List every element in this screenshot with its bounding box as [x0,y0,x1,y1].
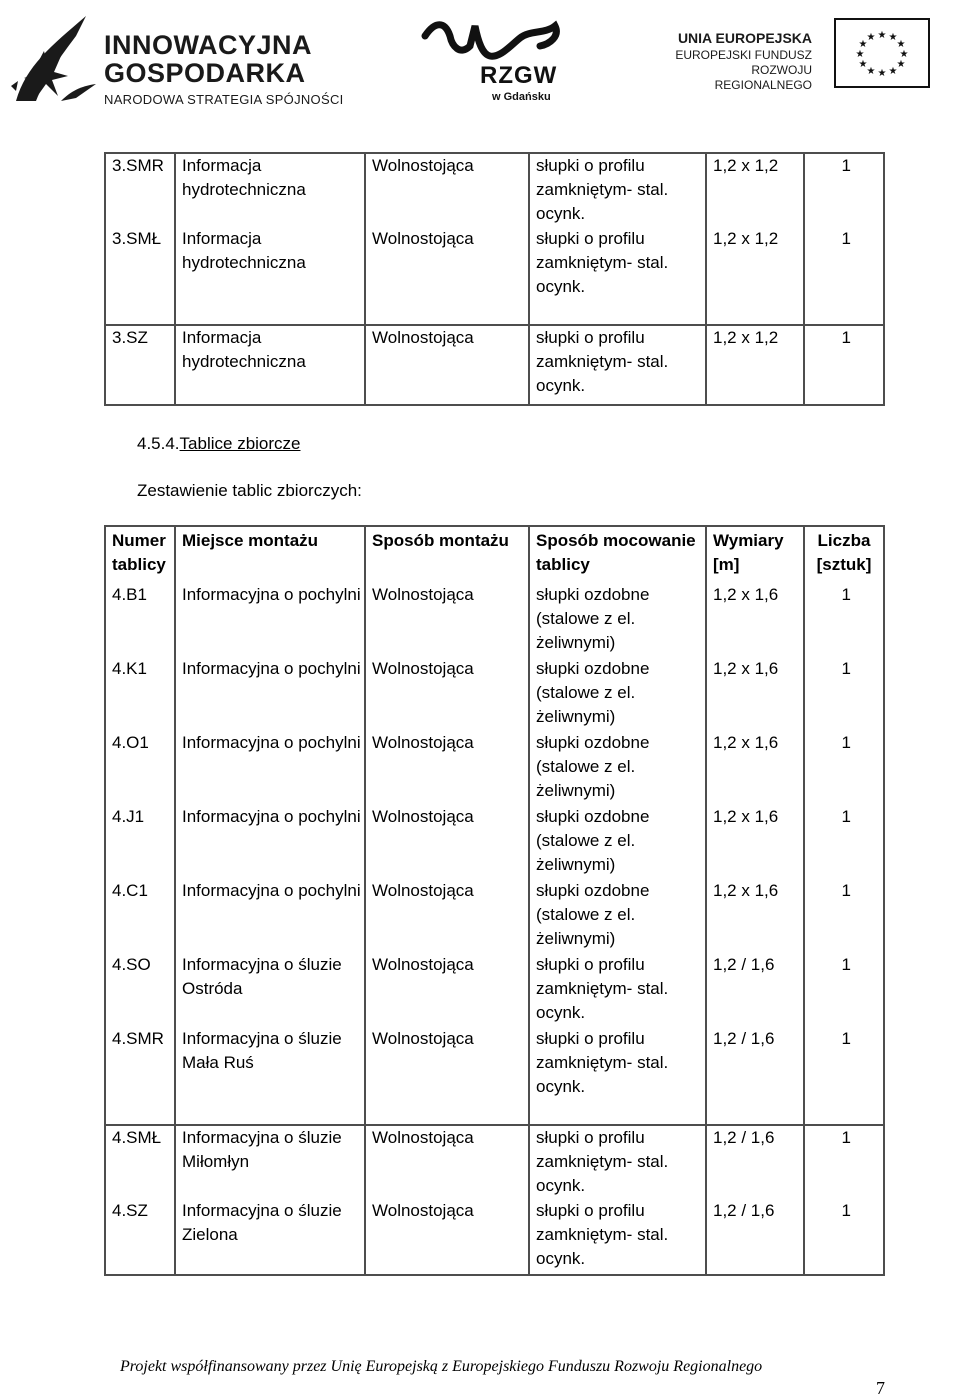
cell-sposob: Wolnostojąca [365,879,529,953]
cell-liczba: 1 [804,731,884,805]
cell-sposob: Wolnostojąca [365,805,529,879]
table-row [105,879,884,953]
cell-mocowanie: słupki ozdobne (stalowe z el. żeliwnymi) [529,731,706,805]
header-mocowanie: Sposób mocowanie tablicy [529,526,706,583]
cell-wymiary: 1,2 x 1,6 [706,731,804,805]
cell-mocowanie: słupki ozdobne (stalowe z el. żeliwnymi) [529,583,706,657]
cell-numer: 4.SMR [112,1029,164,1048]
cell-liczba: 1 [804,879,884,953]
cell-numer: 4.K1 [112,659,147,678]
table-header-row [105,526,884,583]
cell-mocowanie: słupki ozdobne (stalowe z el. żeliwnymi) [529,805,706,879]
cell-sposob: Wolnostojąca [365,731,529,805]
cell-numer: 3.SMŁ [112,229,162,248]
cell-numer: 3.SMR [112,156,164,175]
ig-logo-line3: NARODOWA STRATEGIA SPÓJNOŚCI [104,92,344,107]
page-header [0,0,960,120]
cell-sposob: Wolnostojąca [365,1199,529,1275]
page-number: 7 [876,1378,885,1398]
table-row [105,1199,884,1275]
cell-miejsce: Informacja hydrotechniczna [175,325,365,405]
svg-text:★: ★ [855,49,865,60]
cell-wymiary: 1,2 x 1,2 [706,153,804,227]
ue-logo-line3: ROZWOJU REGIONALNEGO [714,62,812,92]
svg-text:★: ★ [888,66,898,77]
cell-numer: 4.SO [112,955,151,974]
table-collective-boards [104,525,885,1276]
cell-liczba: 1 [804,1199,884,1275]
table-row [105,1027,884,1125]
cell-numer: 4.SZ [112,1201,148,1220]
cell-mocowanie: słupki o profilu zamkniętym- stal. ocynk. [529,153,706,227]
cell-numer: 3.SZ [105,325,175,405]
ue-logo-line2: EUROPEJSKI FUNDUSZ [675,47,812,62]
cell-liczba: 1 [804,227,884,325]
cell-wymiary: 1,2 x 1,6 [706,583,804,657]
cell-wymiary: 1,2 x 1,6 [706,805,804,879]
svg-text:★: ★ [896,39,906,50]
svg-text:★: ★ [888,32,898,43]
svg-text:★: ★ [896,59,906,70]
cell-mocowanie: słupki o profilu zamkniętym- stal. ocynk. [529,1199,706,1275]
ig-logo-line2: GOSPODARKA [104,58,306,88]
cell-mocowanie: słupki o profilu zamkniętym- stal. ocynk. [529,325,706,405]
rzgw-name: RZGW [480,62,558,89]
table-row [105,953,884,1027]
header-wymiary: Wymiary [m] [706,526,804,583]
cell-miejsce: Informacyjna o pochylni [175,805,365,879]
svg-text:★: ★ [899,49,909,60]
cell-miejsce: Informacyjna o pochylni [175,657,365,731]
table-row [105,153,884,227]
eu-flag-icon [834,18,930,88]
cell-sposob: Wolnostojąca [365,657,529,731]
header-liczba: Liczba [sztuk] [804,526,884,583]
cell-mocowanie: słupki o profilu zamkniętym- stal. ocynk. [529,1125,706,1199]
table-hydrotechnical-info [104,152,885,406]
header-sposob: Sposób montażu [365,526,529,583]
cell-numer: 4.O1 [112,733,149,752]
cell-sposob: Wolnostojąca [365,1125,529,1199]
cell-mocowanie: słupki o profilu zamkniętym- stal. ocynk. [529,227,706,325]
cell-mocowanie: słupki ozdobne (stalowe z el. żeliwnymi) [529,657,706,731]
svg-text:★: ★ [858,59,868,70]
table-row [105,227,884,325]
cell-sposob: Wolnostojąca [365,153,529,227]
cell-numer: 4.J1 [112,807,145,826]
cell-liczba: 1 [804,805,884,879]
cell-mocowanie: słupki o profilu zamkniętym- stal. ocynk. [529,953,706,1027]
table-row [105,1125,884,1199]
table-row [105,583,884,657]
cell-miejsce: Informacyjna o pochylni [175,879,365,953]
section-heading [137,434,301,454]
cell-liczba: 1 [804,657,884,731]
cell-sposob: Wolnostojąca [365,227,529,325]
cell-liczba: 1 [804,153,884,227]
cell-sposob: Wolnostojąca [365,325,529,405]
table-row [105,657,884,731]
unia-europejska-logo [660,18,930,98]
cell-wymiary: 1,2 / 1,6 [706,1199,804,1275]
cell-miejsce: Informacja hydrotechniczna [175,227,365,325]
rzgw-subtitle: w Gdańsku [492,91,551,103]
cell-miejsce: Informacyjna o śluzie Zielona [175,1199,365,1275]
rzgw-logo [420,16,580,103]
header-numer: Numer tablicy [112,531,166,574]
cell-wymiary: 1,2 x 1,2 [706,227,804,325]
header-miejsce: Miejsce montażu [175,526,365,583]
section-title: Tablice zbiorcze [179,434,301,453]
cell-mocowanie: słupki o profilu zamkniętym- stal. ocynk. [529,1027,706,1125]
cell-liczba: 1 [804,1027,884,1125]
cell-miejsce: Informacyjna o śluzie Ostróda [175,953,365,1027]
table-row [105,731,884,805]
cell-wymiary: 1,2 x 1,2 [706,325,804,405]
cell-sposob: Wolnostojąca [365,1027,529,1125]
cell-sposob: Wolnostojąca [365,953,529,1027]
cell-numer: 4.SMŁ [105,1125,175,1199]
section-subtitle: Zestawienie tablic zbiorczych: [137,481,362,500]
star-swirl-icon [6,6,102,106]
cell-liczba: 1 [804,1125,884,1199]
cell-wymiary: 1,2 / 1,6 [706,1027,804,1125]
cell-liczba: 1 [804,583,884,657]
cell-wymiary: 1,2 / 1,6 [706,953,804,1027]
table-row [105,805,884,879]
ue-logo-line1: UNIA EUROPEJSKA [677,30,812,46]
cell-liczba: 1 [804,953,884,1027]
svg-text:★: ★ [866,32,876,43]
cell-miejsce: Informacyjna o śluzie Miłomłyn [175,1125,365,1199]
svg-text:★: ★ [877,30,887,41]
cell-miejsce: Informacja hydrotechniczna [175,153,365,227]
footer-text: Projekt współfinansowany przez Unię Europejską z Europejskiego Funduszu Rozwoju Regionalnego [120,1358,763,1375]
cell-miejsce: Informacyjna o śluzie Mała Ruś [175,1027,365,1125]
section-number: 4.5.4. [137,434,180,453]
ig-logo-line1: INNOWACYJNA [104,30,313,60]
cell-liczba: 1 [804,325,884,405]
cell-wymiary: 1,2 x 1,6 [706,879,804,953]
cell-sposob: Wolnostojąca [365,583,529,657]
svg-text:★: ★ [866,66,876,77]
innowacyjna-gospodarka-logo [6,6,346,106]
cell-numer: 4.C1 [112,881,148,900]
cell-wymiary: 1,2 x 1,6 [706,657,804,731]
svg-text:★: ★ [858,39,868,50]
cell-numer: 4.B1 [112,585,147,604]
cell-miejsce: Informacyjna o pochylni [175,731,365,805]
cell-mocowanie: słupki ozdobne (stalowe z el. żeliwnymi) [529,879,706,953]
table-row [105,325,884,405]
svg-text:★: ★ [877,68,887,79]
cell-miejsce: Informacyjna o pochylni [175,583,365,657]
cell-wymiary: 1,2 / 1,6 [706,1125,804,1199]
